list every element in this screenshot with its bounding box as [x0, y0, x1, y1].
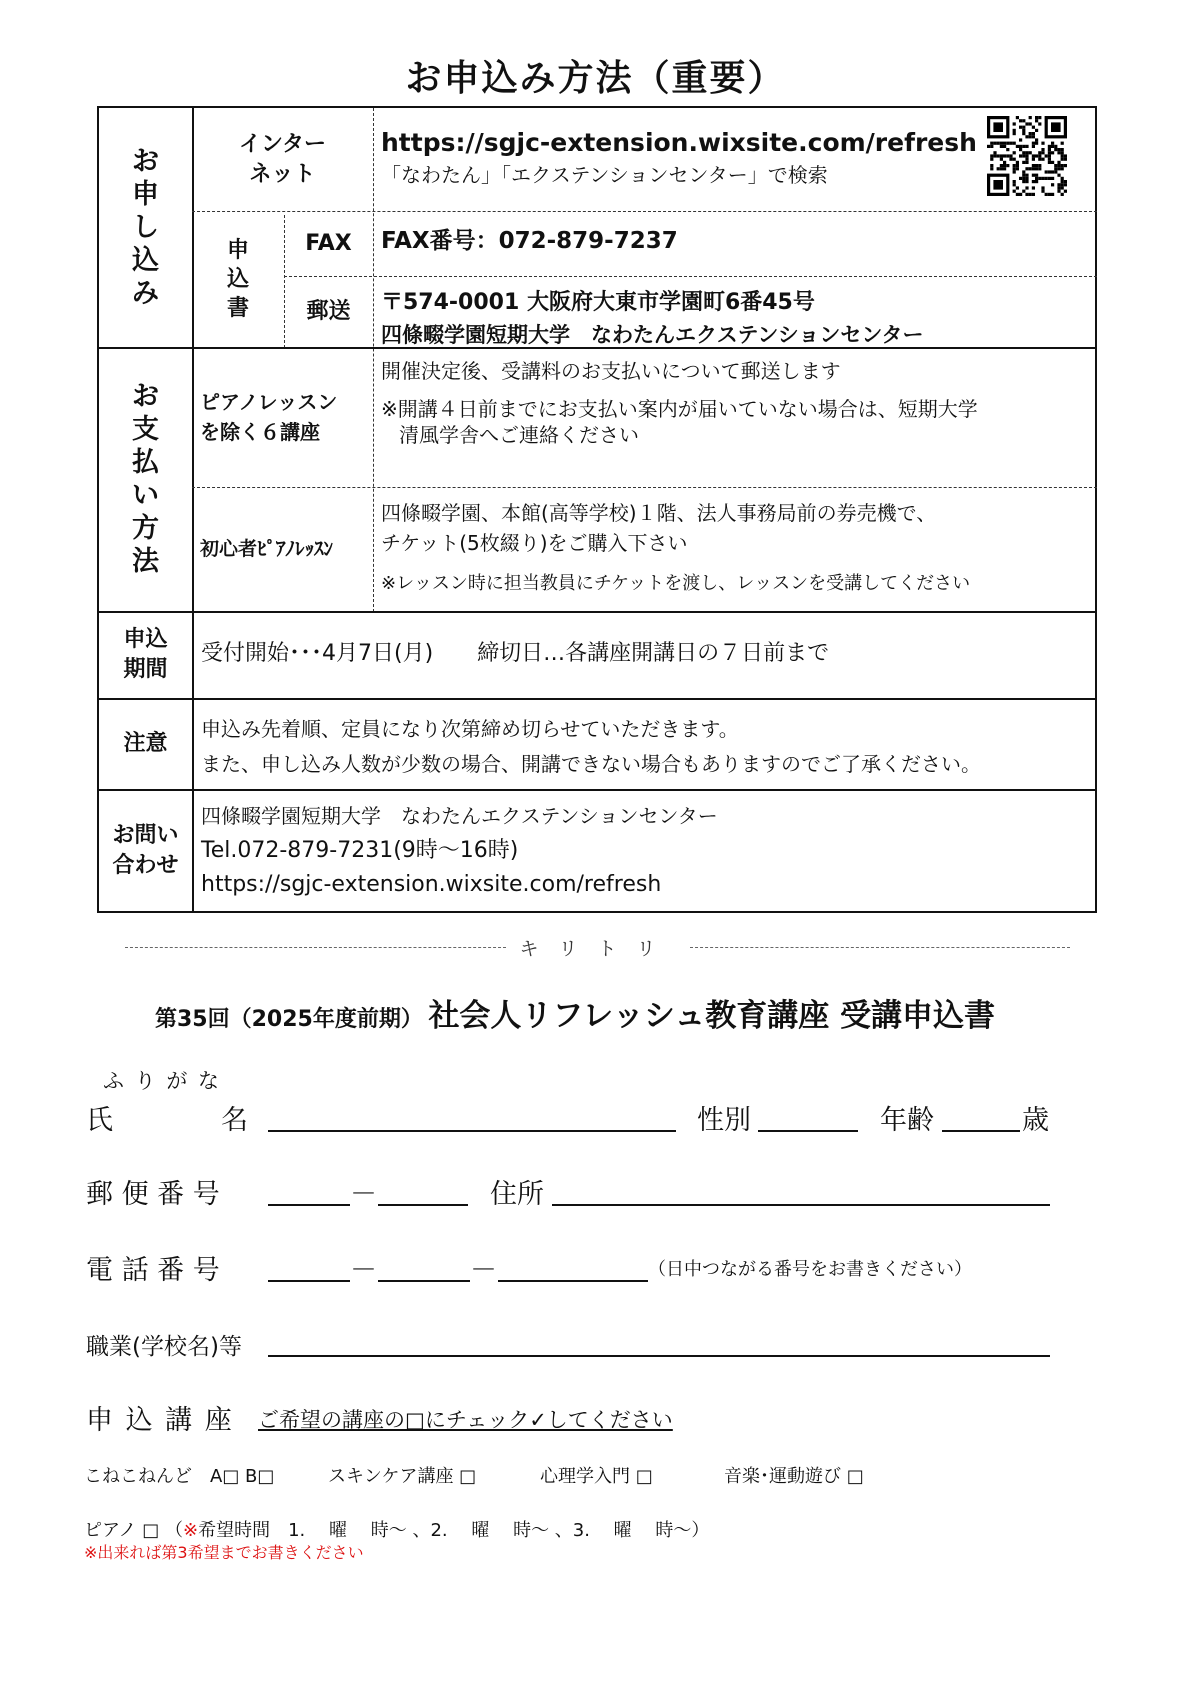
furigana-label: ふ り が な [103, 1069, 222, 1093]
phone-dash-2: － [470, 1255, 497, 1286]
age-unit: 歳 [1022, 1105, 1049, 1136]
payment-row2-line1: 四條畷学園、本館(高等学校)１階、法人事務局前の券売機で、 [381, 501, 937, 525]
address-field[interactable] [552, 1204, 1050, 1206]
payment-row2-label: 初心者ﾋﾟｱﾉﾚｯｽﾝ [200, 538, 334, 560]
payment-row2-line3: ※レッスン時に担当教員にチケットを渡し、レッスンを受講してください [381, 573, 971, 594]
fax-label: FAX [305, 230, 352, 256]
gender-field[interactable] [758, 1130, 858, 1132]
age-label: 年齢 [880, 1105, 934, 1136]
course-option-1[interactable]: こねこねんど A□ B□ [84, 1466, 275, 1487]
name-field[interactable] [268, 1130, 676, 1132]
phone-label: 電 話 番 号 [86, 1255, 220, 1286]
form-title-main: 社会人リフレッシュ教育講座 受講申込書 [428, 998, 996, 1034]
postal-label: 郵 便 番 号 [86, 1179, 220, 1210]
course-option-2[interactable]: スキンケア講座 □ [328, 1466, 477, 1487]
contact-url[interactable]: https://sgjc-extension.wixsite.com/refresh [201, 872, 662, 897]
phone-field-3[interactable] [498, 1280, 648, 1282]
phone-field-2[interactable] [378, 1280, 470, 1282]
form-title [155, 990, 995, 1035]
course-instruction: ご希望の講座の□にチェック✓してください [258, 1408, 673, 1432]
phone-dash-1: － [350, 1255, 377, 1286]
mail-recipient: 四條畷学園短期大学 なわたんエクステンションセンター [381, 323, 924, 347]
contact-label: お問い 合わせ [112, 823, 179, 878]
job-label: 職業(学校名)等 [86, 1334, 242, 1360]
period-text: 受付開始･･･4月7日(月) 締切日…各講座開講日の７日前まで [201, 641, 830, 666]
internet-search-hint: 「なわたん」「エクステンションセンター」で検索 [381, 163, 828, 187]
address-label: 住所 [490, 1179, 544, 1210]
payment-row1-line3: 清風学舎へご連絡ください [399, 423, 639, 447]
payment-row2-line2: チケット(5枚綴り)をご購入下さい [381, 531, 688, 555]
course-label: 申 込 講 座 [86, 1405, 234, 1436]
payment-row1-line1: 開催決定後、受講料のお支払いについて郵送します [381, 359, 841, 383]
period-label: 申込 期間 [123, 626, 168, 682]
payment-section-label: お 支 払 い 方 法 [132, 381, 159, 577]
contact-line1: 四條畷学園短期大学 なわたんエクステンションセンター [201, 804, 718, 828]
piano-prefix: ピアノ □ （ [84, 1520, 184, 1541]
course-option-4[interactable]: 音楽･運動遊び □ [724, 1466, 864, 1487]
payment-row1-label: ピアノレッスン を除く６講座 [200, 390, 338, 444]
gender-label: 性別 [697, 1105, 751, 1136]
postal-field-1[interactable] [268, 1204, 350, 1206]
piano-mark: ※ [183, 1520, 199, 1541]
course-option-3[interactable]: 心理学入門 □ [540, 1466, 653, 1487]
postal-dash: － [350, 1179, 377, 1210]
piano-times: 希望時間 1. 曜 時～ 、2. 曜 時～ 、3. 曜 時～） [198, 1520, 710, 1541]
mail-label: 郵送 [306, 298, 351, 324]
internet-label: インター ネット [238, 131, 327, 187]
application-method-table [97, 106, 1097, 913]
note-line1: 申込み先着順、定員になり次第締め切らせていただきます。 [201, 717, 739, 741]
note-label: 注意 [123, 730, 168, 756]
fax-number: FAX番号：072-879-7237 [381, 228, 678, 254]
age-field[interactable] [942, 1130, 1020, 1132]
payment-row1-line2: ※開講４日前までにお支払い案内が届いていない場合は、短期大学 [381, 397, 978, 421]
page-title: お申込み方法（重要） [405, 58, 786, 99]
phone-note: （日中つながる番号をお書きください） [648, 1259, 972, 1280]
mail-address: 〒574-0001 大阪府大東市学園町6番45号 [381, 290, 815, 315]
form-label: 申 込 書 [226, 237, 249, 321]
contact-phone: Tel.072-879-7231(9時～16時) [201, 838, 519, 863]
name-label: 氏 名 [86, 1105, 248, 1136]
postal-field-2[interactable] [378, 1204, 468, 1206]
piano-option[interactable] [84, 1516, 709, 1542]
note-line2: また、申し込み人数が少数の場合、開講できない場合もありますのでご了承ください。 [201, 752, 981, 776]
apply-section-label: お 申 し 込 み [132, 146, 159, 309]
cut-line [125, 934, 1070, 961]
qr-code-icon [987, 116, 1067, 196]
cut-label: キリトリ [519, 938, 676, 960]
form-title-session: 第35回（2025年度前期） [155, 1007, 423, 1032]
phone-field-1[interactable] [268, 1280, 350, 1282]
internet-url[interactable]: https://sgjc-extension.wixsite.com/refresh [381, 128, 977, 157]
job-field[interactable] [268, 1355, 1050, 1357]
piano-note: ※出来れば第3希望までお書きください [84, 1543, 364, 1562]
